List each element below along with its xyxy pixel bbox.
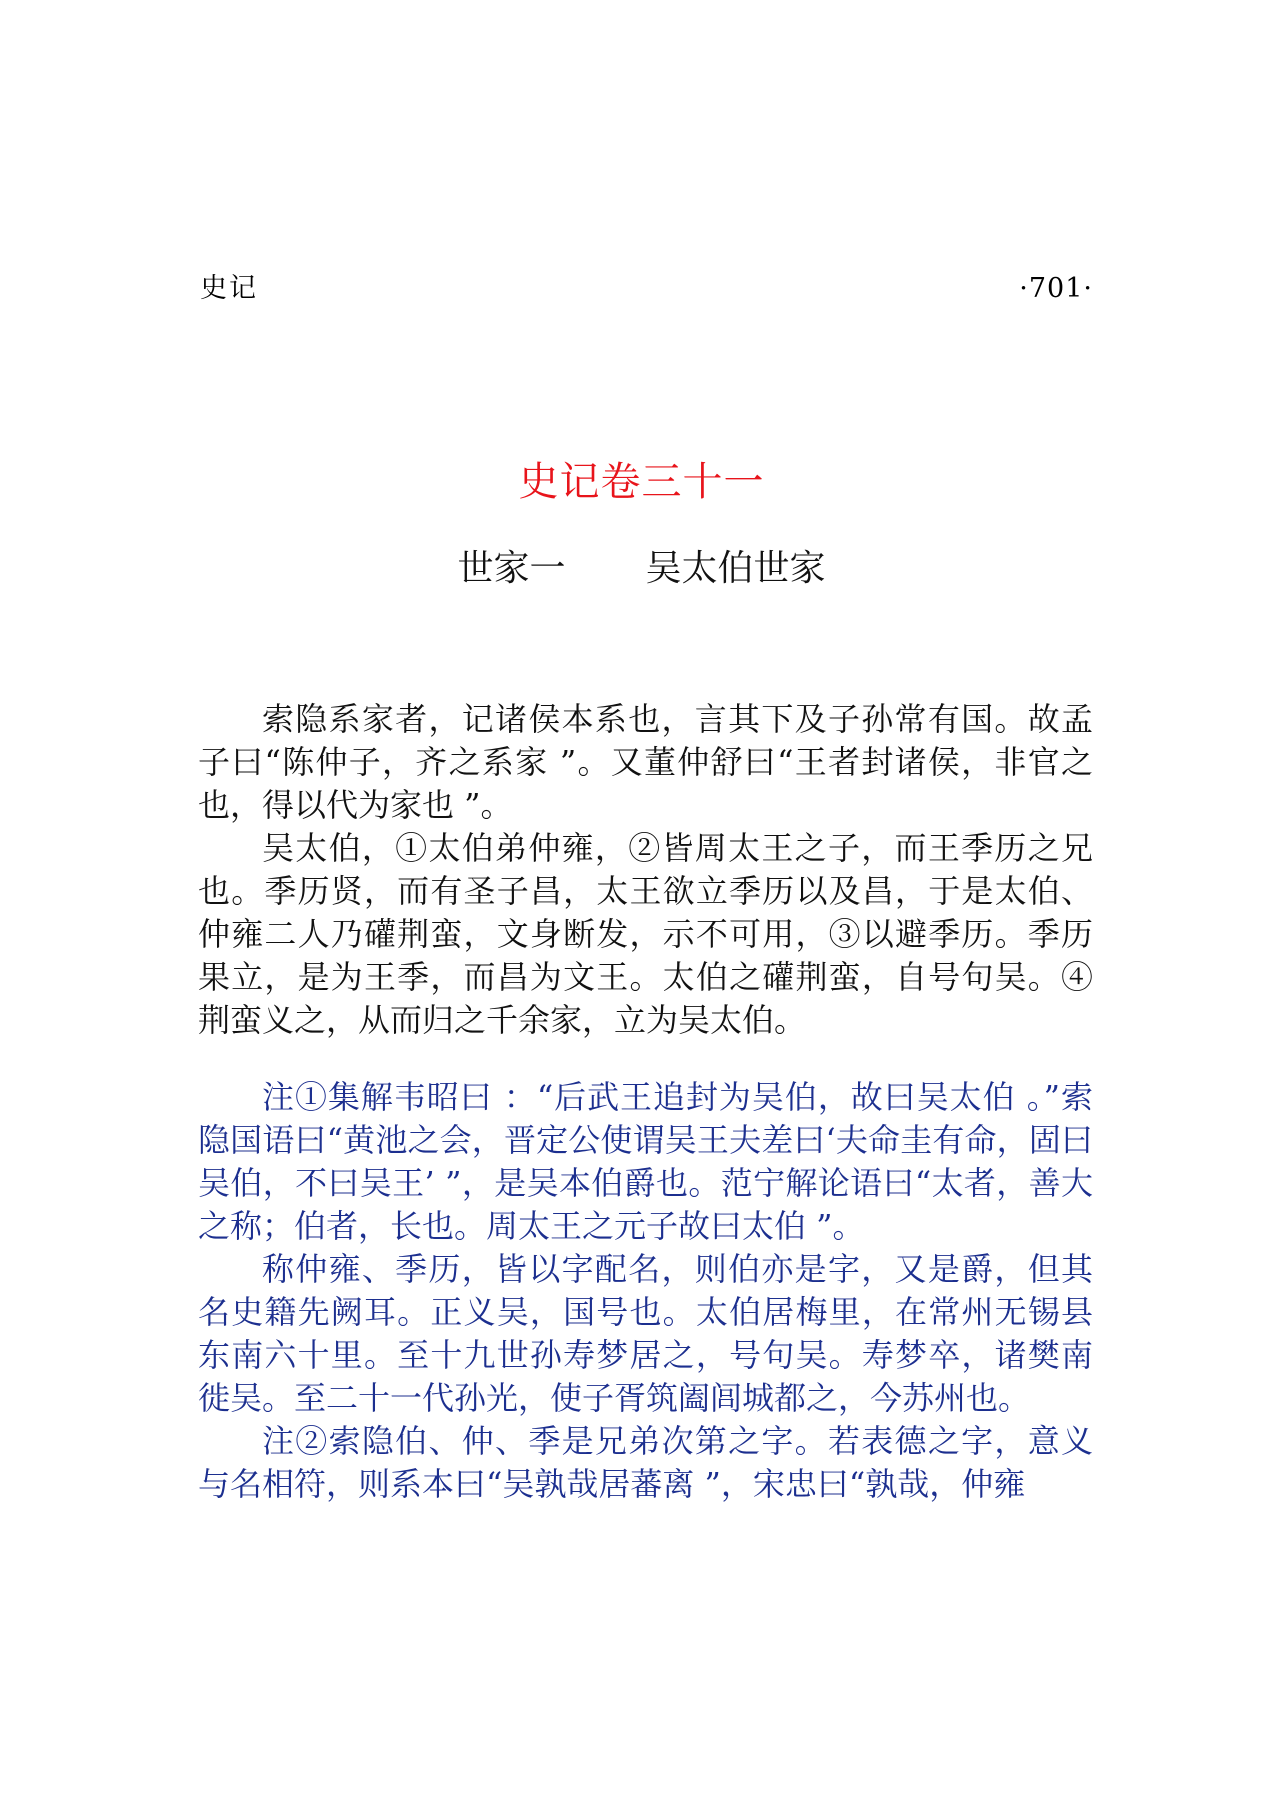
note-paragraph: 注①集解韦昭曰 ：“后武王追封为吴伯，故曰吴太伯 。”索隐国语曰“黄池之会，晋定公使谓吴王夫差曰‘夫命圭有命，固曰吴伯，不曰吴王’ ”，是吴本伯爵也。范宁解论语曰“太者，善大之称；伯者，长也。周太王之元子故曰太伯 ”。 — [198, 1078, 1093, 1245]
section-title — [0, 544, 1283, 594]
section-title-part: 世家一 — [457, 548, 566, 589]
main-text — [198, 698, 1093, 1042]
note-paragraph: 注②索隐伯、仲、季是兄弟次第之字。若表德之字，意义与名相符，则系本曰“吴孰哉居蕃离 ”，宋忠曰“孰哉，仲雍 — [198, 1422, 1093, 1503]
chapter-title: 史记卷三十一 — [518, 459, 765, 505]
running-head-page-number: ·701· — [1019, 273, 1093, 304]
section-title-name: 吴太伯世家 — [645, 548, 826, 589]
note-paragraph: 称仲雍、季历，皆以字配名，则伯亦是字，又是爵，但其名史籍先阙耳。正义吴，国号也。太伯居梅里，在常州无锡县东南六十里。至十九世孙寿梦居之，号句吴。寿梦卒，诸樊南徙吴。至二十一代孙光，使子胥筑阖闾城都之，今苏州也。 — [198, 1250, 1093, 1417]
body-paragraph: 索隐系家者，记诸侯本系也，言其下及子孙常有国。故孟子曰“陈仲子，齐之系家 ”。又董仲舒曰“王者封诸侯，非官之也，得以代为家也 ”。 — [198, 700, 1093, 824]
running-head-book-title: 史记 — [200, 273, 258, 304]
annotation-notes — [198, 1076, 1093, 1506]
body-paragraph: 吴太伯，①太伯弟仲雍，②皆周太王之子，而王季历之兄也。季历贤，而有圣子昌，太王欲立季历以及昌，于是太伯、仲雍二人乃礶荆蛮，文身断发，示不可用，③以避季历。季历果立，是为王季，而昌为文王。太伯之礶荆蛮，自号句吴。④荆蛮义之，从而归之千余家，立为吴太伯。 — [198, 829, 1093, 1039]
